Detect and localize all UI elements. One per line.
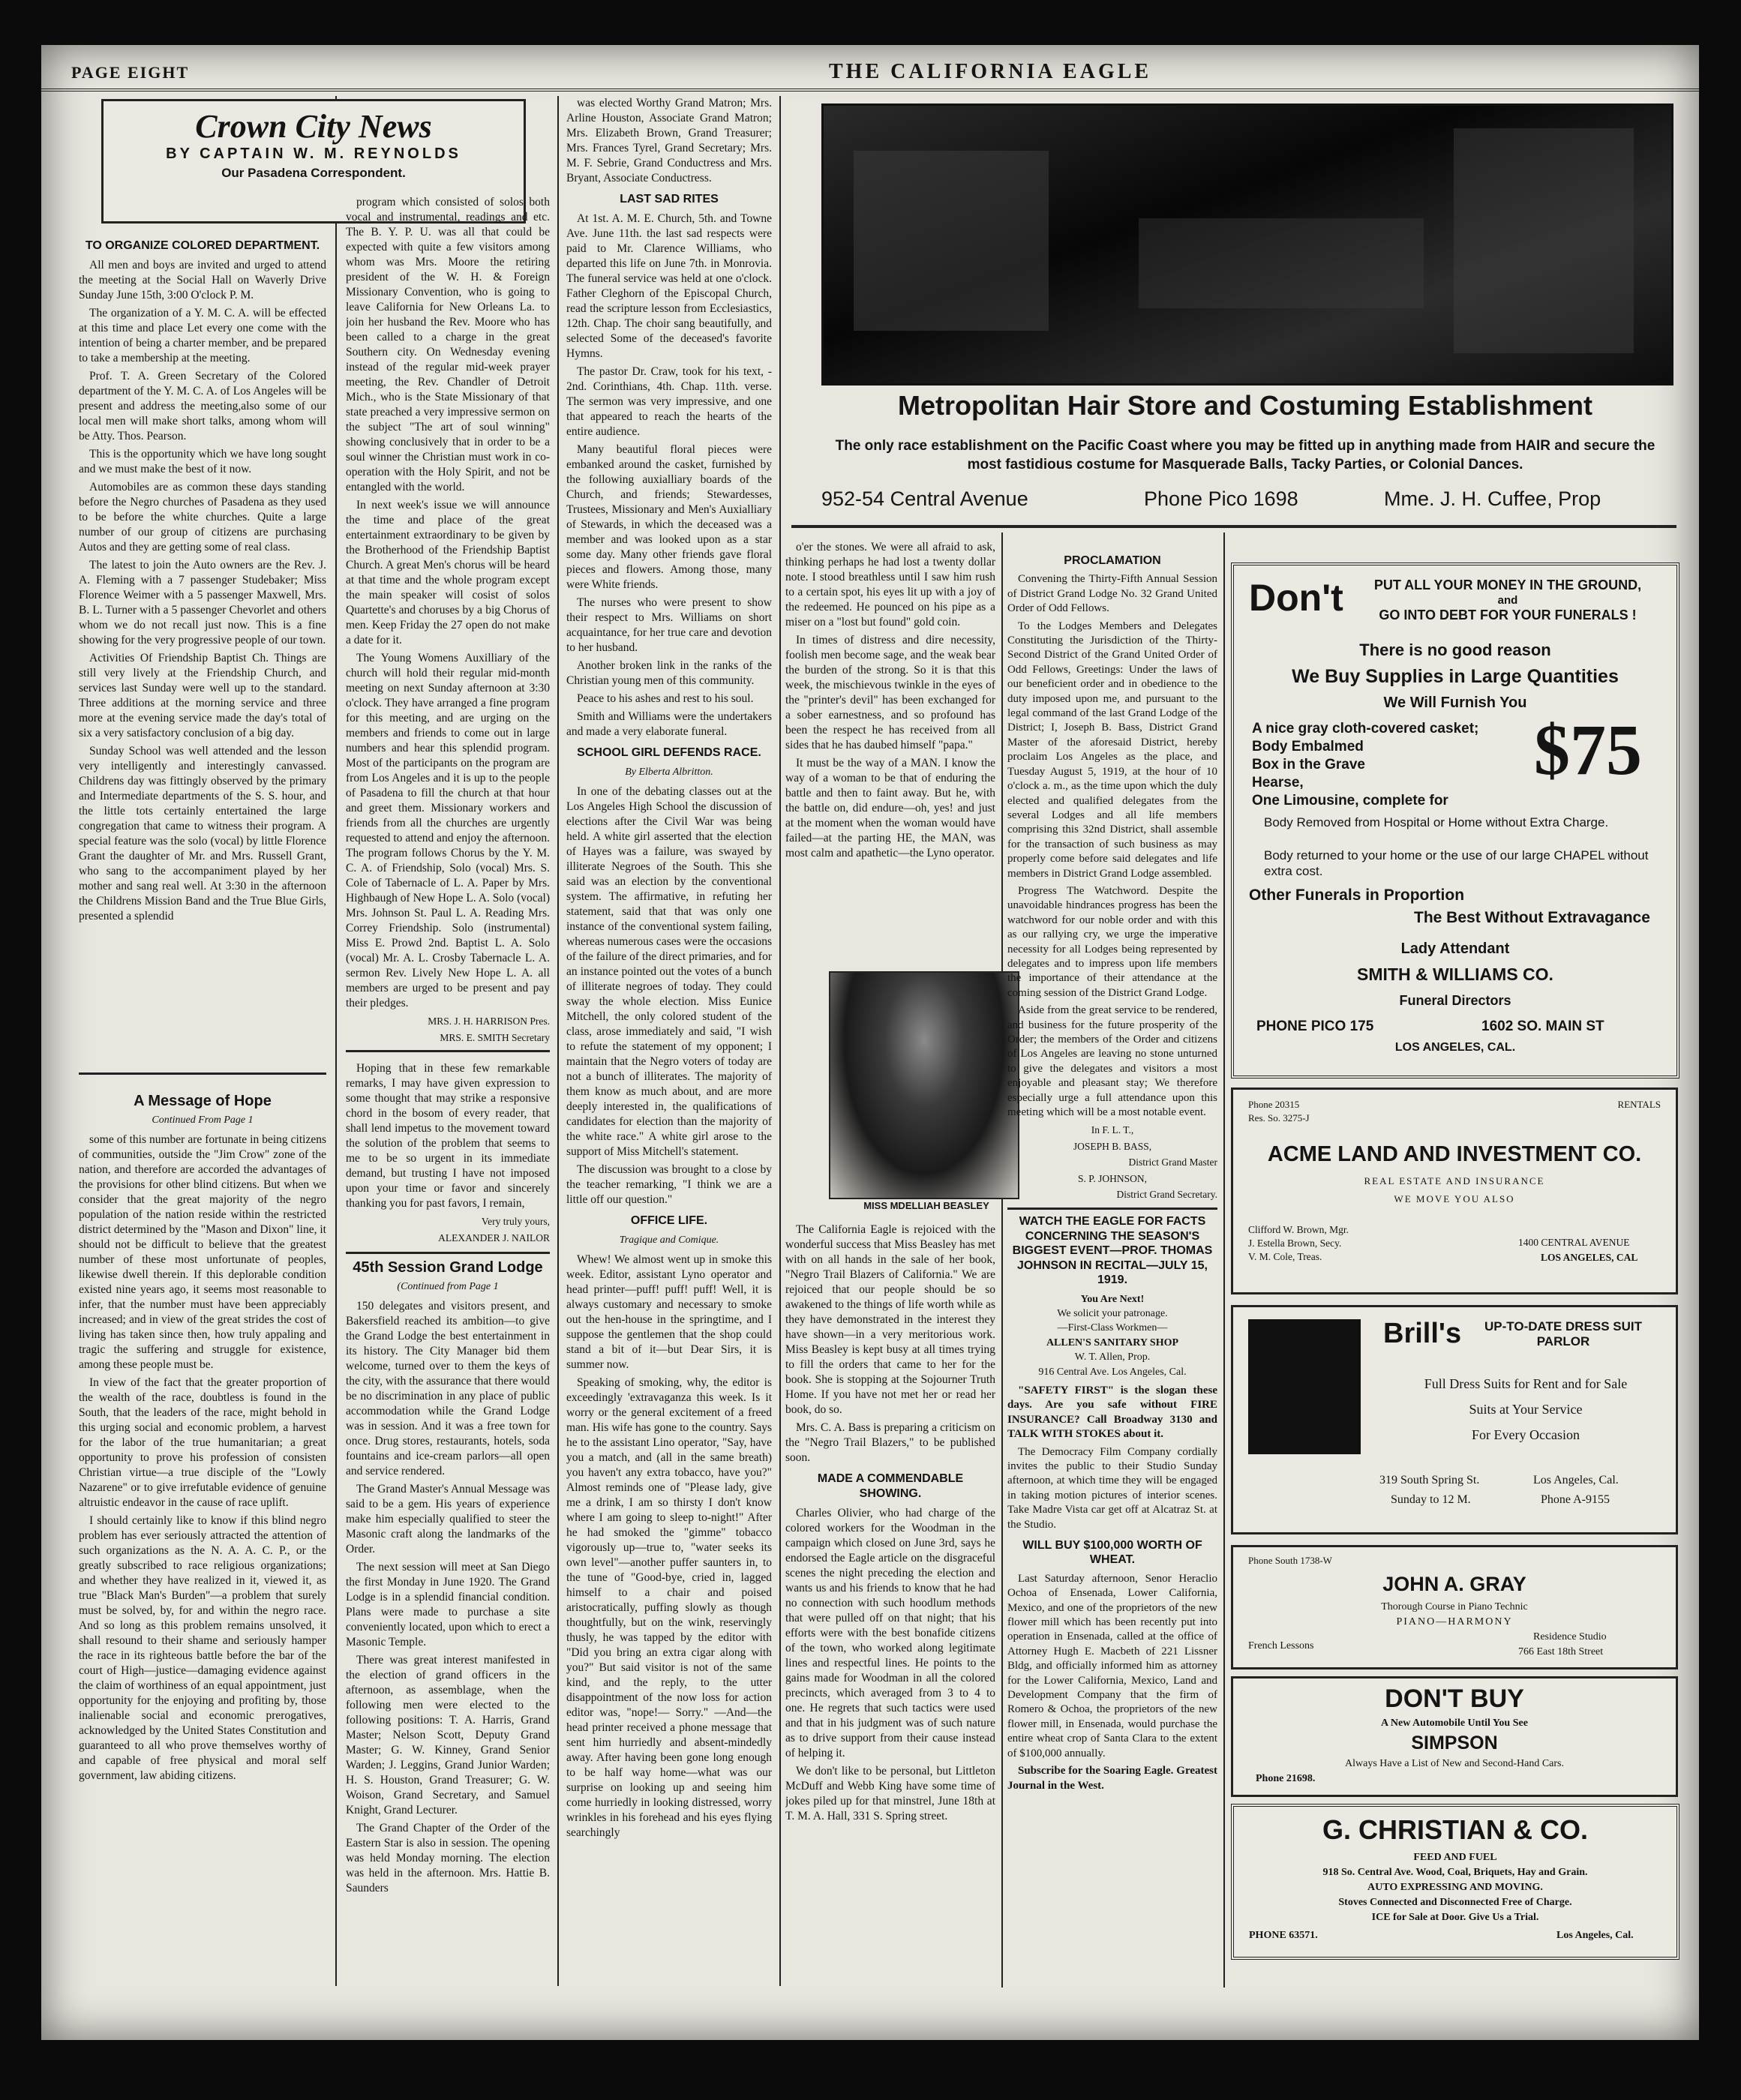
ad-line: Other Funerals in Proportion (1249, 886, 1465, 904)
christian-ad (1231, 1804, 1679, 1960)
ad-city: LOS ANGELES, CAL (1541, 1252, 1638, 1263)
paragraph: In one of the debating classes out at the Los Angeles High School the discussion of elections after the Civil War was being held. A white girl asserted that the election of Hayes was a failure, was swayed by illiterate Negroes of the South. This she said was an election by the conventional system. The affirmative, in refuting her statement, said that that was only one instance of the conventional system failing, whereas numerous cases were the occasions of the failure of the direct primaries, and for an instance pointed out the votes of a bunch of illiterate negroes of today. They could sway the whole election. Miss Eunice Mitchell, the only colored student of the class, arose immediately and said, "I wish to refute the statement of my opponent; I maintain that the Negro voters of today are not a bunch of illiterates. The majority of them know as much about, and are more deeply interested in, the qualifications of candidates for election than the majority of the white race." A white girl arose to the support of Miss Mitchell's statement. (566, 785, 772, 1158)
signature: In F. L. T., (1091, 1124, 1134, 1136)
paragraph: was elected Worthy Grand Matron; Mrs. Arline Houston, Associate Grand Matron; Mrs. Elizabeth Brown, Grand Treasurer; Mrs. Frances Tyrel, Grand Secretary; Mrs. M. F. Sebrie, Grand Conductress and Mrs. Bryant, Associate Conductress. (566, 97, 772, 184)
column-rule (779, 96, 781, 1986)
paragraph: Smith and Williams were the undertakers and made a very elaborate funeral. (566, 710, 772, 738)
ad-line: J. Estella Brown, Secy. (1248, 1238, 1342, 1249)
ad-phone: PHONE 63571. (1249, 1930, 1318, 1941)
paragraph: The organization of a Y. M. C. A. will be effected at this time and place Let every one come with the intention of being a charter member, and be prepared to take a membership at the meeting. (79, 307, 326, 364)
paragraph: Mrs. C. A. Bass is preparing a criticism on the "Negro Trail Blazers," to be published soon. (785, 1421, 995, 1464)
ad-item: Body Embalmed (1252, 739, 1364, 754)
paragraph: "SAFETY FIRST" is the slogan these days. Are you safe without FIRE INSURANCE? Call Broadway 3130 and TALK WITH STOKES about it. (1007, 1384, 1217, 1441)
ad-line: Residence Studio (1533, 1631, 1607, 1642)
paragraph: Many beautiful floral pieces were embanked around the casket, furnished by the following auxialliary boards of the Church, and friends; Stewardesses, Trustees, Missionary and Men's Auxialliary of Stewards, in which the deceased was a member and was looked upon as a star some day. Many other friends gave floral pieces and flowers. Among those, many were White friends. (566, 443, 772, 591)
paragraph: The next session will meet at San Diego the first Monday in June 1920. The Grand Lodge is in a splendid financial condition. Plans were made to purchase a site conveniently located, upon which to erect a Masonic Temple. (346, 1561, 550, 1648)
acme-land-ad (1231, 1088, 1678, 1294)
paragraph: Last Saturday afternoon, Senor Heraclio Ochoa of Ensenada, Lower California, Mexico, and one of the proprietors of the new flower mill which has been recently put into operation in Ensenada, called at the office of Attorney Hugh E. Macbeth of 221 Lissner Bldg, and officially informed him as attorney for the Lower California, Mexico, Land and Development Company that the firm of Romero & Ochoa, the proprietors of the new flower mill, in Ensenada, would purchase the entire wheat crop of Santa Clara to the extent of $100,000 annually. (1007, 1572, 1217, 1760)
signature: JOSEPH B. BASS, (1073, 1140, 1152, 1152)
paragraph: The latest to join the Auto owners are the Rev. J. A. Fleming with a 7 passenger Studebaker; Miss Florence Weimer with a 5 passenger Maxwell, Mrs. B. L. Turner with a 5 passenger Chevorlet and others whom we do not recall just now. This is a fine showing for the very progressive people of our town. (79, 559, 326, 646)
ad-line: Body Removed from Hospital or Home without Extra Charge. (1264, 815, 1609, 830)
closing: Very truly yours, (481, 1216, 550, 1227)
ad-line: 918 So. Central Ave. Wood, Coal, Briquets, Hay and Grain. (1322, 1867, 1588, 1878)
ad-line: You Are Next! (1080, 1293, 1145, 1305)
paragraph: Hoping that in these few remarkable remarks, I may have given expression to some thought that may strike a responsive chord in the bosom of every reader, that shall lend impetus to the movement toward the solution of the problem that seems to me to be so urgent in its immediate demand, but trusting I have not imposed upon your time or favor and sincerely thanking you for past favors, I remain, (346, 1062, 550, 1210)
ad-line: WE MOVE YOU ALSO (1394, 1193, 1515, 1204)
ad-line: Funeral Directors (1399, 993, 1511, 1008)
ad-line: Phone 20315 (1248, 1099, 1300, 1110)
headline: A Message of Hope (134, 1093, 272, 1109)
headline: MADE A COMMENDABLE SHOWING. (817, 1472, 964, 1500)
crown-city-correspondent: Our Pasadena Correspondent. (221, 166, 406, 180)
paragraph: Prof. T. A. Green Secretary of the Colored department of the Y. M. C. A. of Los Angeles will be present and address the meeting,also some of our local men will make short talks, among whom will be Atty. Thos. Pearson. (79, 370, 326, 442)
ad-item: Box in the Grave (1252, 757, 1365, 772)
signature: S. P. JOHNSON, (1078, 1172, 1147, 1184)
ad-line: Body returned to your home or the use of our large CHAPEL without extra cost. (1264, 848, 1649, 878)
headline: TO ORGANIZE COLORED DEPARTMENT. (85, 239, 320, 252)
ad-company: SIMPSON (1411, 1732, 1498, 1754)
ad-line: A New Automobile Until You See (1381, 1718, 1528, 1729)
ad-line: Thorough Course in Piano Technic (1381, 1601, 1528, 1612)
paragraph: Convening the Thirty-Fifth Annual Session of District Grand Lodge No. 32 Grand United Order of Odd Fellows. (1007, 573, 1217, 615)
headline: LAST SAD RITES (620, 193, 719, 206)
paragraph: The California Eagle is rejoiced with the wonderful success that Miss Beasley has met with on all hands in the sale of her book, "Negro Trail Blazers of California." We are rejoiced that our people should be so awakened to the things of life worth while as they have demonstrated in the interest they have shown—in a very meritorious work. Miss Beasley is kept busy at all times trying to fill the orders that came to her for the book. She is stopping at the Sojourner Truth Home. If you have not met her or read her book, do so. (785, 1223, 995, 1416)
column-3 (566, 96, 772, 1982)
ad-dont: Don't (1249, 577, 1343, 619)
ad-line: and (1497, 594, 1518, 607)
paragraph: At 1st. A. M. E. Church, 5th. and Towne Ave. June 11th. the last sad respects were paid to Mr. Clarence Williams, who departed this life on June 7th. in Monrovia. The funeral service was held at one o'clock. Father Cleghorn of the Episcopal Church, read the scripture lesson from Ecclesiastics, 12th. Chap. The choir sang beautifully, and selected Some of the deceased's favorite Hymns. (566, 212, 772, 360)
ad-phone: PHONE PICO 175 (1256, 1018, 1374, 1034)
ad-line: We Buy Supplies in Large Quantities (1292, 666, 1619, 687)
paragraph: Charles Olivier, who had charge of the colored workers for the Woodman in the campaign which closed on June 3rd, says he endorsed the Eagle article on the disgraceful scenes the night preceding the election and wants us and his friends to know that he had no connection with such hoodlum methods that were pulled off on that night; that his efforts were with the best bonafide citizens of the town, who worked along legitimate lines and respectful lines. He points to the gains made for Woodman in all the colored precincts, which averaged from 3 to 4 to one. He regrets that such tactics were used and that in his judgment was of such nature as to drive support from their cause instead of helping it. (785, 1507, 995, 1760)
column-1-top (79, 232, 326, 1065)
paragraph: program which consisted of solos both vocal and instrumental, readings and etc. The B. Y. P. U. was all that could be expected with quite a few visitors among whom was Mrs. Moore the retiring president of the W. H. & Foreign Missionary Convention, who is going to leave California for New Orleans La. to join her husband the Rev. Moore who has been called to a charge in the great Southern city. On Wednesday evening instead of the regular mid-week prayer meeting, the Rev. Chandler of Detroit Mich., who is the State Missionary of that state preached a very impressive sermon on the subject "The art of soul winning" showing conclusively that in order to be a soul winner the Christian must work in co-operation with the Holy Spirit, and not be entangled with the world. (346, 196, 550, 494)
paper-name: THE CALIFORNIA EAGLE (829, 60, 1152, 83)
ad-line: GO INTO DEBT FOR YOUR FUNERALS ! (1379, 608, 1637, 622)
column-1-bottom (79, 1088, 326, 1980)
ad-line: For Every Occasion (1472, 1427, 1580, 1442)
ad-company: ACME LAND AND INVESTMENT CO. (1267, 1142, 1642, 1166)
paragraph: The discussion was brought to a close by the teacher remarking, "I think we are a little off our question." (566, 1163, 772, 1206)
paragraph: The pastor Dr. Craw, took for his text, - 2nd. Corinthians, 4th. Chap. 11th. verse. The sermon was very impressive, and one that appeared to reach the hearts of the entire audience. (566, 365, 772, 438)
subheadline: Tragique and Comique. (619, 1234, 719, 1246)
ad-phone: Phone 21698. (1256, 1773, 1316, 1784)
paragraph: The Democracy Film Company cordially invites the public to their Studio Sunday afternoon, at which time they will be engaged in taking motion pictures of interior scenes. Take Madre Vista car get off at Alcatraz St. at the Studio. (1007, 1445, 1217, 1531)
column-4-top (785, 540, 995, 960)
smith-williams-ad (1231, 562, 1679, 1078)
signature: MRS. J. H. HARRISON Pres. (428, 1016, 550, 1027)
column-rule (335, 96, 337, 1986)
ad-officers (1248, 1223, 1349, 1264)
ad-line: Lady Attendant (1400, 940, 1510, 957)
paragraph: o'er the stones. We were all afraid to ask, thinking perhaps he had lost a twenty dollar note. I stood breathless until I saw him rush to a certain spot, his eyes lit up with a joy of the redeemed. He pounced on his pipe as a miser on a "lost but found" gold coin. (785, 541, 995, 628)
signature: District Grand Secretary. (1116, 1189, 1217, 1201)
ad-company: G. CHRISTIAN & CO. (1322, 1814, 1588, 1845)
crown-city-byline: BY CAPTAIN W. M. REYNOLDS (166, 146, 461, 162)
ad-line: ALLEN'S SANITARY SHOP (1046, 1336, 1179, 1348)
ad-line: Full Dress Suits for Rent and for Sale (1424, 1376, 1628, 1391)
john-gray-ad (1231, 1545, 1678, 1670)
section-rule (79, 1072, 326, 1075)
masthead-strip (41, 58, 1699, 92)
paragraph: The Grand Master's Annual Message was said to be a gem. His years of experience make him especially qualified to steer the Masonic craft along the landmarks of the Order. (346, 1483, 550, 1556)
paragraph: 150 delegates and visitors present, and Bakersfield reached its ambition—to give the Grand Lodge the best entertainment in its history. The City Manager bid them welcome, turned over to them the keys of the city, with the assurance that there would be no discrimination in any place of public accommodation while the Grand Lodge was in session. And it was a free town for once. Drug stores, restaurants, hotels, soda fountains and ice-cream parlors—all open and service rendered. (346, 1300, 550, 1478)
ad-phone: Phone South 1738-W (1248, 1555, 1332, 1566)
headline: 45th Session Grand Lodge (346, 1252, 550, 1275)
ad-line: PUT ALL YOUR MONEY IN THE GROUND, (1373, 578, 1642, 592)
column-5 (1007, 548, 1217, 1984)
headline: SCHOOL GIRL DEFENDS RACE. (577, 746, 761, 759)
ad-line: RENTALS (1617, 1099, 1661, 1110)
paragraph: Sunday School was well attended and the lesson very intelligently and interestingly canvassed. Childrens day was fittingly observed by the primary and Intermediate departments of the S. S. hour, and the little tots certainly entertained the large congregation that came to witness their program. A special feature was the solo (vocal) by little Florence Grant the daughter of Mr. and Mrs. Russell Grant, who sang to the accompaniment played by her mother and sang real well. At 3:30 in the afternoon the Childrens Mission Band and the True Blue Girls, presented a splendid (79, 745, 326, 922)
newspaper-page (41, 45, 1699, 2040)
ad-line: PIANO—HARMONY (1396, 1616, 1513, 1628)
store-interior-photo (821, 104, 1673, 386)
ad-line: REAL ESTATE AND INSURANCE (1364, 1175, 1545, 1186)
ad-phone: Phone Pico 1698 (1144, 488, 1298, 510)
paragraph: some of this number are fortunate in being citizens of communities, outside the "Jim Crow" zone of the nation, and therefore are accorded the advantages of the provisions for other blind citizens. But when we consider that the great majority of the negro population of the nation reside within the restricted district determined by the "Mason and Dixon" line, it should not be difficult to believe that the greatest number of these most unfortunate of peoples, likewise dwell therein. If this deplorable condition existed nine years ago, it seems most reasonable to infer, that the number must have been appreciably increased; and in view of the great strides the cost of living has taken since then, how truly appaling and tragic the suffering and struggle for existence, among these people must be. (79, 1133, 326, 1371)
page-number: PAGE EIGHT (71, 63, 190, 82)
continued-note: (Continued from Page 1 (397, 1281, 499, 1292)
column-2-top (346, 195, 550, 1065)
signature: ALEXANDER J. NAILOR (438, 1232, 550, 1244)
ad-price: $75 (1534, 710, 1642, 790)
paragraph: To the Lodges Members and Delegates Constituting the Jurisdiction of the Thirty-Second District of the Grand United Order of Odd Fellows, Greetings: Under the laws of our beneficient order and in obedience to the duty imposed upon me, and pursuant to the legal command of the last Grand Lodge of the District; I, Joseph B. Bass, District Grand Master of the aforesaid District, hereby proclaim Los Angeles as the place, and Tuesday August 5, 1919, at the hour of 10 o'clock a. m., as the time upon which the duly elected and qualified delegates from the several Lodges and all life members comprising this 32nd District, shall assemble for the transaction of such business as may properly come before said delegates and life members in District Grand Lodge assembled. (1007, 620, 1217, 880)
ad-city: Los Angeles, Cal. (1533, 1474, 1619, 1486)
paragraph: In times of distress and dire necessity, foolish men become sage, and the weak bear the burden of the strong. So it is that this week, the mischievous twinkle in the eyes of the "printer's devil" has been exchanged for a sober earnestness, and so profound has been the respect he has received from all sides that he has daubed himself "papa." (785, 634, 995, 752)
ad-line: Sunday to 12 M. (1391, 1493, 1471, 1506)
column-4-bottom (785, 1222, 995, 1984)
paragraph: There was great interest manifested in the election of grand officers in the afternoon, as assemblage, when the following men were elected to the following positions: T. A. Harris, Grand Master; Nelson Scott, Deputy Grand Master; G. W. Kinney, Grand Senior Warden; J. Leggins, Grand Junior Warden; H. S. Houston, Grand Treasurer; G. W. Woison, Grand Secretary, and Samuel Knight, Grand Lecturer. (346, 1654, 550, 1816)
paragraph: Whew! We almost went up in smoke this week. Editor, assistant Lyno operator and head printer—puff! puff! puff! Well, it is always customary and necessary to smoke out the hen-house in the springtime, and I suppose the gentlemen that the shop could stand a bit of it—but Dear Sirs, it is summer now. (566, 1253, 772, 1371)
ad-line: W. T. Allen, Prop. (1074, 1352, 1151, 1364)
ad-line: Clifford W. Brown, Mgr. (1248, 1224, 1349, 1235)
ad-line: ICE for Sale at Door. Give Us a Trial. (1371, 1912, 1539, 1923)
brills-ad (1231, 1305, 1678, 1534)
paragraph: In next week's issue we will announce the time and place of the great entertainment extraordinary to be given by the Brotherhood of the Friendship Baptist Church. A great Men's chorus will be heard at that time and the whole program except the main speaker will cosist of solos Quartette's and choruses by a big Chorus of men. Keep Friday the 27 open do not make a date for it. (346, 499, 550, 646)
signature: District Grand Master (1128, 1156, 1217, 1168)
ad-address: 1400 CENTRAL AVENUE (1518, 1237, 1630, 1248)
ad-line: V. M. Cole, Treas. (1248, 1251, 1322, 1262)
paragraph: Automobiles are as common these days standing before the Negro churches of Pasadena as they used to be before the white churches. Quite a large number of our group of citizens are purchasing Autos and they are getting some of real class. (79, 481, 326, 554)
paragraph: The Young Womens Auxilliary of the church will hold their regular mid-month meeting on next Sunday afternoon at 3:30 o'clock. They have arranged a fine program for this meeting, and are urging on the members and friends to come out in large numbers and hear this splendid program. Most of the participants on the program are from Los Angeles and it is up to the people of Pasadena to fill the church at that hour and greet them. Missionary workers and friends from all the churches are urgently requested to attend and enjoy the afternoon. The program follows Chorus by the Y. M. C. A. of Friendship, Solo (vocal) Mrs. S. Cole of Tabernacle of L. A. Paper by Mrs. Highbaugh of New Hope L. A. Solo (vocal) Mrs. Johnson St. Paul L. A. Reading Mrs. Correy Friendship. Solo (instrumental) Miss E. Prowd 2nd. Baptist L. A. Solo (vocal) Mr. A. L. Crosby Tabernacle L. A. sermon Rev. Lively New Hope L. A. all members are urged to be present and pay their pledges. (346, 652, 550, 1010)
ad-item-list (1252, 720, 1478, 810)
ad-line: There is no good reason (1359, 640, 1551, 659)
ad-line: We Will Furnish You (1383, 694, 1527, 711)
ad-phone: Phone A-9155 (1541, 1493, 1610, 1506)
ad-title: Metropolitan Hair Store and Costuming Establishment (897, 390, 1593, 421)
simpson-ad (1231, 1676, 1678, 1797)
paragraph: Progress The Watchword. Despite the unavoidable hindrances progress has been the watchword for our noble order and with this as our rallying cry, we urge the imperative necessity for all Lodges being represented by delegates and to impress upon life members the importance of their attendance at the coming session of the District Grand Lodge. (1007, 884, 1217, 999)
ad-headline: DON'T BUY (1385, 1684, 1524, 1713)
ad-address: 766 East 18th Street (1518, 1646, 1604, 1658)
ad-company: JOHN A. GRAY (1382, 1573, 1526, 1595)
announcement: WATCH THE EAGLE FOR FACTS CONCERNING THE SEASON'S BIGGEST EVENT—PROF. THOMAS JOHNSON IN RECITAL—JULY 15, 1919. (1007, 1208, 1217, 1287)
ad-line: UP-TO-DATE DRESS SUIT PARLOR (1484, 1319, 1642, 1348)
ad-city: LOS ANGELES, CAL. (1394, 1041, 1516, 1054)
headline: OFFICE LIFE. (630, 1214, 708, 1227)
ad-line: Always Have a List of New and Second-Hand Cars. (1345, 1758, 1564, 1769)
paragraph: Speaking of smoking, why, the editor is exceedingly 'extravaganza this week. Is it worry or the general excitement of a freed man. His wife has gone to the country. Says he to the assistant Lino operator, "Say, have you a match, and (all in the same breath) you haven't any extra tobacco, have you?" Almost reminds one of "Please lady, give me a drink, I am so thirsty I don't know where I am going to sleep to-night!" After he had smoked the "gimme" tobacco vigorously up—true to, "water seeks its own level"—another puffer saunters in, to the tune of "Good-bye, cried in, lagged himself to a chair and poised aristocratically, puffing slowly as though thoughtfully, but on the wink, reservingly thusly, he was tapped by the editor with "Did you bring an extra cigar along with you?" But said visitor is not of the same kind, and the reply, to the utter disappointment of the now loss for action editor was, "nope!— Sorry." —And—the head printer received a phone message that sent him hurriedly and absent-mindedly away. After having been gone long enough to be half way home—what was our surprise on looking up and seeing him come hurriedly in looking distressed, worry wrinkles in his forehead and his eyes flying searchingly (566, 1376, 772, 1839)
ad-address: 952-54 Central Avenue (821, 488, 1028, 510)
paragraph: The Grand Chapter of the Order of the Eastern Star is also in session. The opening was held Monday morning. The election was held in the afternoon. Mrs. Hattie B. Saunders (346, 1822, 550, 1894)
signature: MRS. E. SMITH Secretary (440, 1032, 550, 1043)
ad-item: A nice gray cloth-covered casket; (1252, 721, 1479, 736)
continued-note: Continued From Page 1 (152, 1114, 254, 1126)
ad-company: SMITH & WILLIAMS CO. (1357, 964, 1553, 984)
paragraph: We don't like to be personal, but Littleton McDuff and Webb King have some time of jokes piled up for that minstrel, June 18th at T. M. A. Hall, 331 S. Spring street. (785, 1765, 995, 1822)
ad-company: Brill's (1383, 1318, 1462, 1349)
paragraph: It must be the way of a MAN. I know the way of a woman to be that of enduring the battle and then to faint away. But he, with the battle on, did endure—oh, yes! and just at the moment when the woman would have failed—at the parting HE, the MAN, was most calm and apathetic—the Lyno operator. (785, 757, 995, 860)
column-2-bottom (346, 1061, 550, 1984)
ad-line: Suits at Your Service (1469, 1402, 1583, 1417)
paragraph: All men and boys are invited and urged to attend the meeting at the Social Hall on Waverly Drive Sunday June 15th, 3:00 O'clock P. M. (79, 259, 326, 302)
ad-line: We solicit your patronage. (1057, 1307, 1168, 1319)
portrait-photo (829, 971, 1019, 1199)
ad-proprietor: Mme. J. H. Cuffee, Prop (1384, 488, 1601, 510)
paragraph: Subscribe for the Soaring Eagle. Greatest Journal in the West. (1007, 1765, 1217, 1792)
ad-line: Res. So. 3275-J (1248, 1112, 1310, 1124)
column-rule (557, 96, 559, 1986)
column-rule (1001, 532, 1003, 1988)
column-rule (1223, 532, 1225, 1988)
ad-line: Stoves Connected and Disconnected Free of Charge. (1338, 1897, 1572, 1908)
paragraph: Aside from the great service to be rendered, and business for the future prosperity of the Order; the members of the Order and citizens of Los Angeles are leaving no stone unturned to give the delegates and visitors a most enjoyable and pleasant stay; We therefore especially urge a full attendance upon this meeting which will be a most notable event. (1007, 1004, 1217, 1119)
section-rule (791, 525, 1676, 528)
ad-line: French Lessons (1248, 1640, 1314, 1652)
section-rule (346, 1050, 550, 1052)
byline: By Elberta Albritton. (625, 766, 713, 778)
ad-item: One Limousine, complete for (1252, 793, 1448, 808)
ad-description: The only race establishment on the Pacific Coast where you may be fitted up in anything made from HAIR and secure the most fastidious costume for Masquerade Balls, Tacky Parties, or Colonial Dances. (835, 438, 1655, 472)
paragraph: This is the opportunity which we have long sought and we must make the best of it now. (79, 448, 326, 476)
paragraph: Another broken link in the ranks of the Christian young men of this community. (566, 659, 772, 687)
ad-picture (1248, 1319, 1361, 1454)
paragraph: The nurses who were present to show their respect to Mrs. Williams on short acquaintance, for her true care and devotion to her husband. (566, 596, 772, 654)
ad-city: Los Angeles, Cal. (1556, 1930, 1634, 1941)
ad-item: Hearse, (1252, 775, 1304, 790)
ad-line: 916 Central Ave. Los Angeles, Cal. (1038, 1366, 1187, 1378)
paragraph: Activities Of Friendship Baptist Ch. Things are still very lively at the Friendship Church, and services last Sunday were well up to the standard. Three additions at the morning service and three more at the evening service made the day's total of six a very satisfactory conclusion of a big day. (79, 652, 326, 740)
paragraph: In view of the fact that the greater proportion of the wealth of the race, doubtless is found in the South, that the leaders of the race, might behold in this urging social and economic problem, a harvest for the labor of the true humanitarian; a great opportunity to prove his profession of consisten Christian virtue—a true disciple of the "Lowly Nazarene" or to give irrefutable evidence of genuine altruistic endeavor in the cause of race uplift. (79, 1376, 326, 1509)
ad-line: —First-Class Workmen— (1057, 1322, 1168, 1334)
paragraph: I should certainly like to know if this blind negro problem has ever seriously attracted the attention of such organizations as the N. A. A. C. P., or the greatly subscribed to race religious organizations; and whether they have realized in it, viewed it, as true "Black Man's Burden"—a problem that surely must be solved, by, for and within the negro race. And so long as this problem remains unsolved, it shall resound to their shame and seriously hamper the race in its righteous battle before the bar of the court of High—justice—damaging evidence against the claim of worthiness of an equal appointment, just opportunity for the enjoying and profiting by, those inalienable social and economic prerogatives, acknowledged by the United States Constitution and guaranteed to all who prove themselves worthy of and capable of free physical and moral self government, law abiding citizens. (79, 1514, 326, 1782)
ad-line: AUTO EXPRESSING AND MOVING. (1367, 1882, 1543, 1893)
headline: WILL BUY $100,000 WORTH OF WHEAT. (1022, 1539, 1202, 1567)
ad-line: The Best Without Extravagance (1414, 909, 1650, 926)
headline: PROCLAMATION (1064, 554, 1161, 567)
ad-address: 1602 SO. MAIN ST (1481, 1018, 1604, 1034)
portrait-caption: MISS MDELLIAH BEASLEY (863, 1200, 989, 1211)
ad-address: 319 South Spring St. (1379, 1474, 1480, 1486)
crown-city-title: Crown City News (195, 108, 432, 145)
ad-line: FEED AND FUEL (1413, 1852, 1497, 1863)
paragraph: Peace to his ashes and rest to his soul. (577, 692, 754, 705)
